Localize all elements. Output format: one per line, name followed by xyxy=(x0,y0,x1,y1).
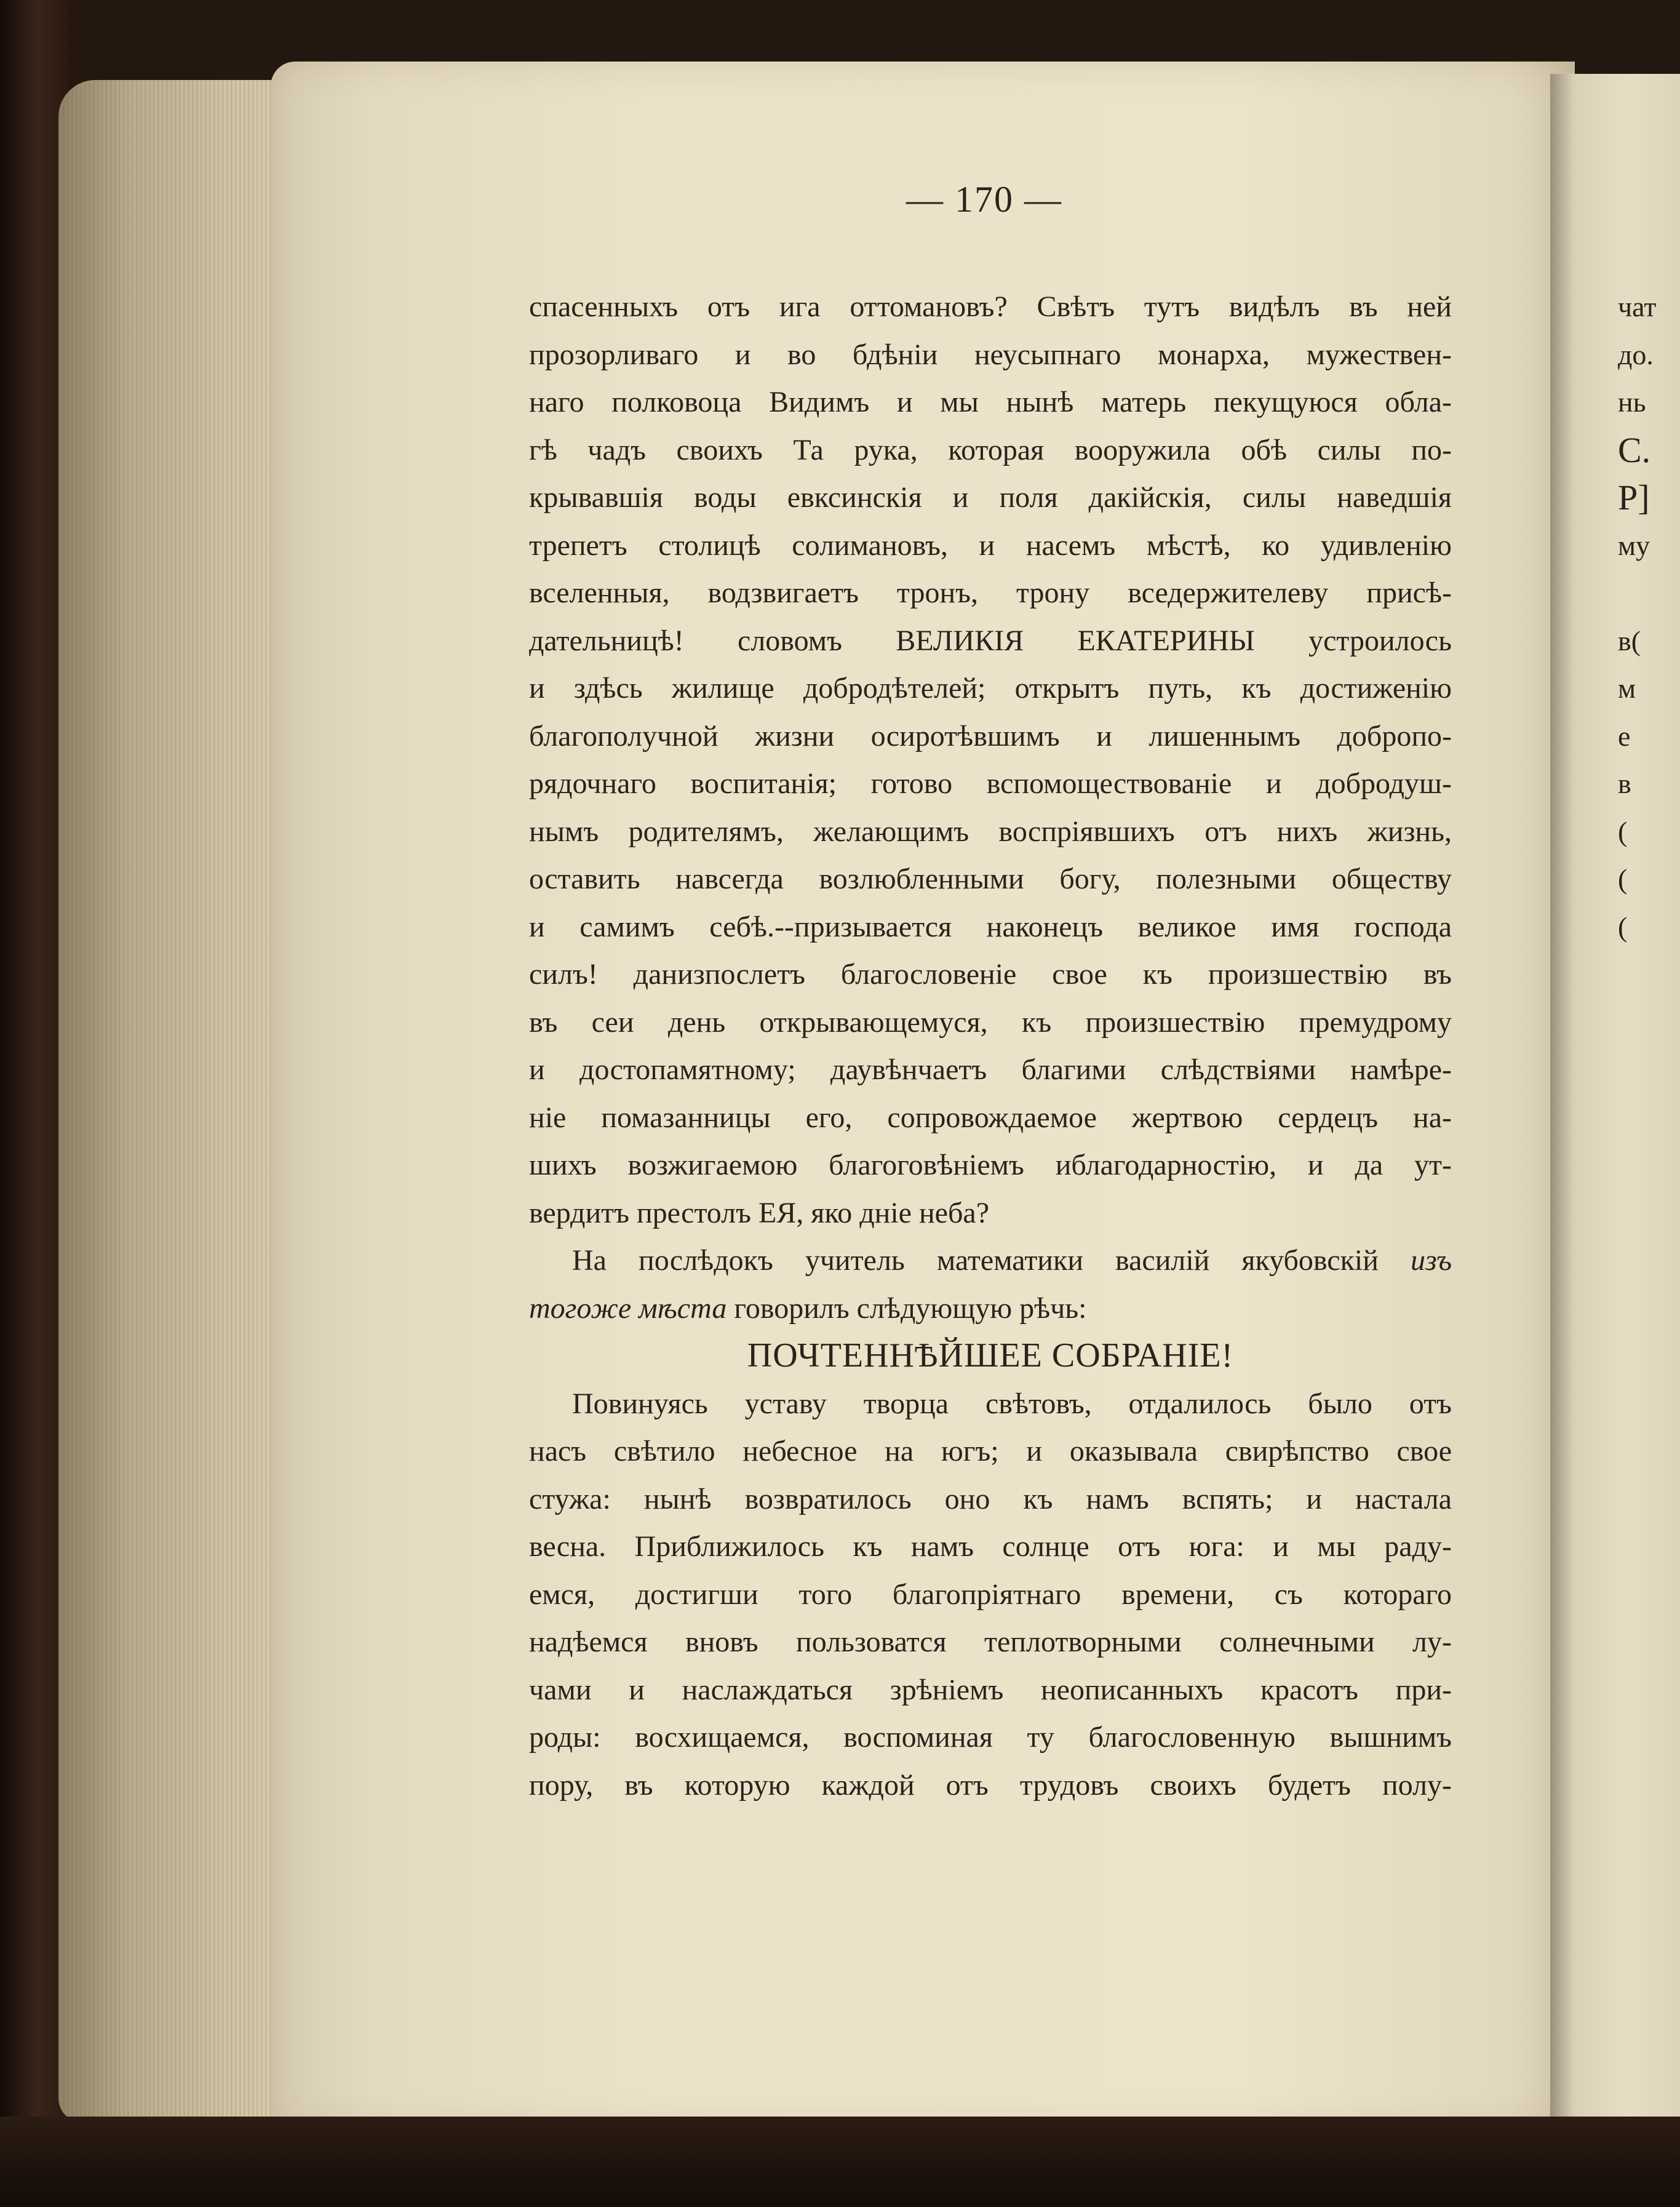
text-line: оставить навсегда возлюбленными богу, полезными обществу xyxy=(529,863,1452,895)
facing-page-fragment: м xyxy=(1618,672,1636,704)
text-line: вердитъ престолъ ЕЯ, яко дніе неба? xyxy=(529,1196,990,1229)
text-line: трепетъ столицѣ солимановъ, и насемъ мѣстѣ, ко удивленію xyxy=(529,529,1452,562)
text-line: и достопамятному; даувѣнчаетъ благими слѣдствіями намѣре- xyxy=(529,1053,1452,1086)
text-line: дательницѣ! словомъ ВЕЛИКІЯ ЕКАТЕРИНЫ устроилось xyxy=(529,624,1452,657)
text-line: наго полковоца Видимъ и мы нынѣ матерь пекущуюся обла- xyxy=(529,386,1452,418)
facing-page-fragment: ( xyxy=(1618,815,1628,847)
intro-text: говорилъ слѣдующую рѣчь: xyxy=(734,1291,1087,1325)
facing-page-fragment: в xyxy=(1618,768,1631,799)
text-line: въ сеи день открывающемуся, къ произшествію премудрому xyxy=(529,1005,1452,1039)
speech-line: насъ свѣтило небесное на югъ; и оказывала свирѣпство свое xyxy=(529,1435,1452,1467)
speech-line: роды: восхищаемся, воспоминая ту благословенную вышнимъ xyxy=(529,1721,1452,1754)
facing-page-fragment: му xyxy=(1618,529,1650,561)
text-line: вселенныя, водзвигаетъ тронъ, трону вседержителеву присѣ- xyxy=(529,577,1452,609)
text-line: силъ! данизпослетъ благословеніе свое къ произшествію въ xyxy=(529,958,1452,991)
intro-line xyxy=(529,1237,1452,1285)
facing-page-fragment: Р] xyxy=(1618,477,1650,517)
speech-line: стужа: нынѣ возвратилось оно къ намъ вспять; и настала xyxy=(529,1482,1452,1515)
facing-page-fragment: ( xyxy=(1618,911,1628,943)
speech-line: чами и наслаждаться зрѣніемъ неописанныхъ красотъ при- xyxy=(529,1673,1452,1706)
facing-page-fragment: С. xyxy=(1618,429,1651,470)
speech-line: надѣемся вновъ пользоватся теплотворными солнечными лу- xyxy=(529,1626,1452,1658)
text-line: и самимъ себѣ.--призывается наконецъ великое имя господа xyxy=(529,910,1452,943)
book-cover-edge xyxy=(0,0,68,2207)
text-line: гѣ чадъ своихъ Та рука, которая вооружила обѣ силы по- xyxy=(529,433,1452,466)
text-line: спасенныхъ отъ ига оттомановъ? Свѣтъ тутъ видѣлъ въ ней xyxy=(529,290,1452,323)
facing-page-fragment xyxy=(1618,569,1679,617)
facing-page-text xyxy=(1618,283,1679,951)
facing-page-fragment: чат xyxy=(1618,291,1657,322)
facing-page-fragment: нь xyxy=(1618,386,1646,418)
intro-text: На послѣдокъ учитель математики василій якубовскій xyxy=(572,1244,1379,1277)
text-line: шихъ возжигаемою благоговѣніемъ иблагодарностію, и да ут- xyxy=(529,1149,1452,1181)
text-line: благополучной жизни осиротѣвшимъ и лишеннымъ добропо- xyxy=(529,719,1452,752)
speech-line: весна. Приближилось къ намъ солнце отъ юга: и мы раду- xyxy=(529,1530,1452,1563)
facing-page-fragment: в( xyxy=(1618,625,1641,657)
text-line: рядочнаго воспитанія; готово вспомоществованіе и добродуш- xyxy=(529,767,1452,800)
intro-italic-text: тогожe мѣста xyxy=(529,1291,727,1325)
text-line: прозорливаго и во бдѣніи неусыпнаго монарха, мужествен- xyxy=(529,338,1452,371)
text-line: крывавшія воды евксинскія и поля дакійскія, силы наведшія xyxy=(529,481,1452,514)
intro-line xyxy=(529,1285,1452,1333)
speech-line: Повинуясь уставу творца свѣтовъ, отдалилось было отъ xyxy=(572,1387,1452,1420)
facing-page-fragment: до. xyxy=(1618,338,1654,370)
facing-page-fragment: е xyxy=(1618,720,1631,752)
page-number: — 170 — xyxy=(906,179,1062,220)
intro-italic-text: изъ xyxy=(1410,1244,1452,1277)
text-line: нымъ родителямъ, желающимъ воспріявшихъ отъ нихъ жизнь, xyxy=(529,815,1452,848)
speech-heading: ПОЧТЕННѢЙШЕЕ СОБРАНІЕ! xyxy=(747,1336,1234,1375)
bottom-shadow xyxy=(0,2117,1680,2207)
speech-line: пору, въ которую каждой отъ трудовъ своихъ будетъ полу- xyxy=(529,1768,1452,1802)
text-line: ніе помазанницы его, сопровождаемое жертвою сердецъ на- xyxy=(529,1101,1452,1134)
facing-page-fragment: ( xyxy=(1618,863,1628,895)
speech-line: емся, достигши того благопріятнаго времени, съ котораго xyxy=(529,1578,1452,1611)
page-stack-edge xyxy=(58,80,298,2123)
text-line: и здѣсь жилище добродѣтелей; открытъ путь, къ достиженію xyxy=(529,672,1452,704)
text-block xyxy=(529,283,1452,1809)
